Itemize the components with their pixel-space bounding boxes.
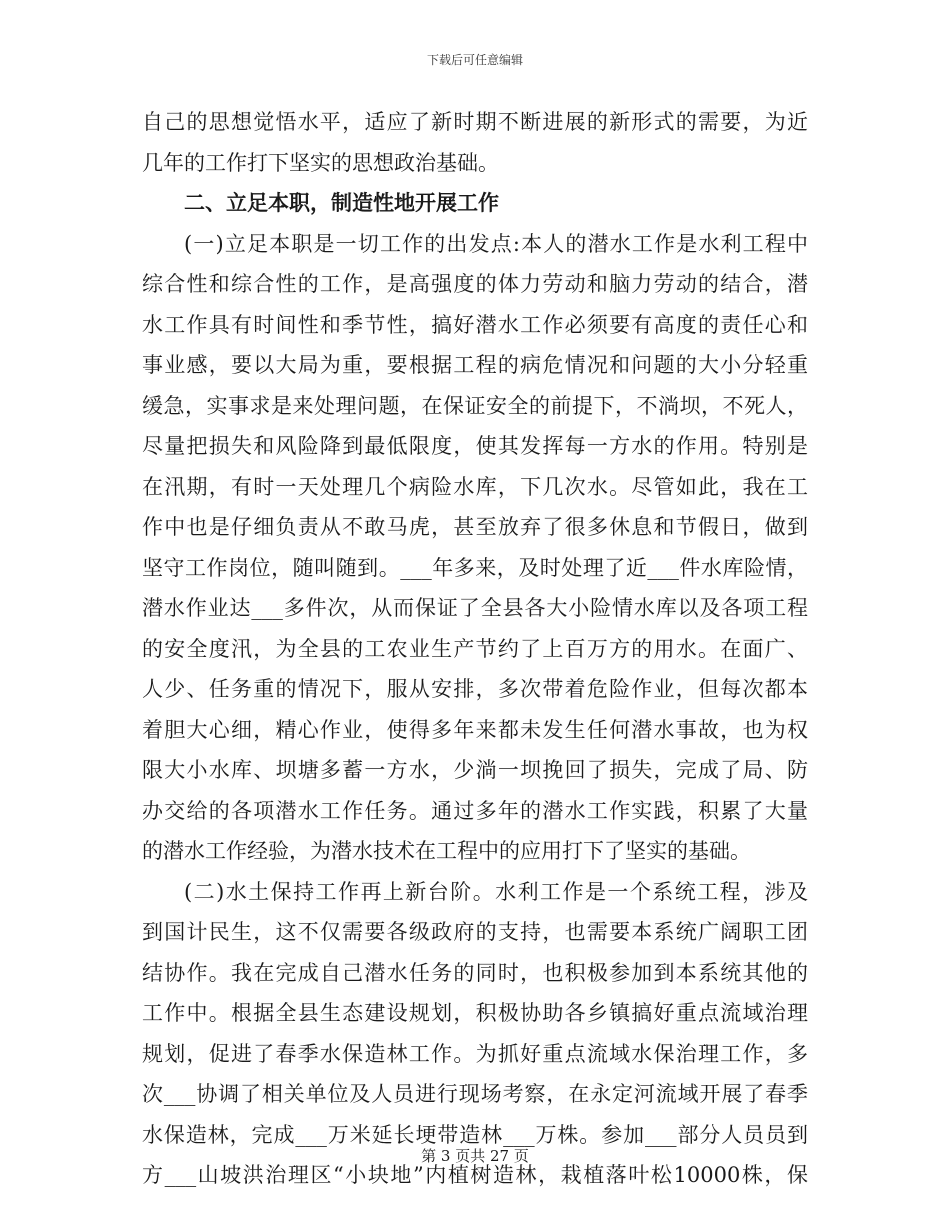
body-line: 缓急，实事求是来处理问题，在保证安全的前提下，不淌坝，不死人， [142, 393, 808, 418]
body-line: 工作中。根据全县生态建设规划，积极协助各乡镇搞好重点流域治理 [142, 1001, 808, 1025]
body-line: 规划，促进了春季水保造林工作。为抓好重点流域水保治理工作，多 [142, 1041, 808, 1066]
body-line: 坚守工作岗位，随叫随到。___年多来，及时处理了近___件水库险情， [142, 555, 808, 580]
body-line: 结协作。我在完成自己潜水任务的同时，也积极参加到本系统其他的 [142, 960, 808, 985]
section-heading: 二、立足本职，制造性地开展工作 [184, 190, 499, 215]
page-header: 下载后可任意编辑 [426, 53, 523, 67]
body-line: 在汛期，有时一天处理几个病险水库，下几次水。尽管如此，我在工 [142, 474, 808, 499]
body-line: 限大小水库、坝塘多蓄一方水，少淌一坝挽回了损失，完成了局、防 [142, 758, 808, 782]
body-line: 水保造林，完成___万米延长埂带造林___万株。参加___部分人员员到 [142, 1122, 808, 1147]
body-line: (一)立足本职是一切工作的出发点:本人的潜水工作是水利工程中 [184, 231, 808, 256]
body-line: 水工作具有时间性和季节性，搞好潜水工作必须要有高度的责任心和 [142, 312, 808, 337]
body-line: 自己的思想觉悟水平，适应了新时期不断进展的新形式的需要，为近 [142, 110, 808, 134]
body-line: 次___协调了相关单位及人员进行现场考察，在永定河流域开展了春季 [142, 1082, 808, 1106]
body-line: 作中也是仔细负责从不敢马虎，甚至放弃了很多休息和节假日，做到 [142, 515, 808, 539]
document-body [142, 102, 808, 1196]
body-line: 到国计民生，这不仅需要各级政府的支持，也需要本系统广阔职工团 [142, 920, 808, 944]
body-line: 人少、任务重的情况下，服从安排，多次带着危险作业，但每次都本 [142, 677, 808, 701]
body-line: (二)水土保持工作再上新台阶。水利工作是一个系统工程，涉及 [184, 879, 808, 904]
body-line: 的安全度汛，为全县的工农业生产节约了上百万方的用水。在面广、 [142, 636, 808, 661]
body-line: 办交给的各项潜水工作任务。通过多年的潜水工作实践，积累了大量 [142, 798, 808, 823]
body-line: 综合性和综合性的工作，是高强度的体力劳动和脑力劳动的结合，潜 [142, 272, 808, 296]
body-line: 的潜水工作经验，为潜水技术在工程中的应用打下了坚实的基础。 [142, 839, 751, 863]
body-line: 尽量把损失和风险降到最低限度，使其发挥每一方水的作用。特别是 [142, 434, 808, 458]
body-line: 事业感，要以大局为重，要根据工程的病危情况和问题的大小分轻重 [142, 353, 808, 377]
body-line: 方___山坡洪治理区“小块地”内植树造林，栽植落叶松10000株，保 [142, 1163, 808, 1187]
body-line: 潜水作业达___多件次，从而保证了全县各大小险情水库以及各项工程 [142, 596, 808, 620]
body-line: 着胆大心细，精心作业，使得多年来都未发生任何潜水事故，也为权 [142, 717, 808, 742]
page-number: 第 3 页共 27 页 [421, 1147, 529, 1165]
body-line: 几年的工作打下坚实的思想政治基础。 [142, 150, 499, 175]
